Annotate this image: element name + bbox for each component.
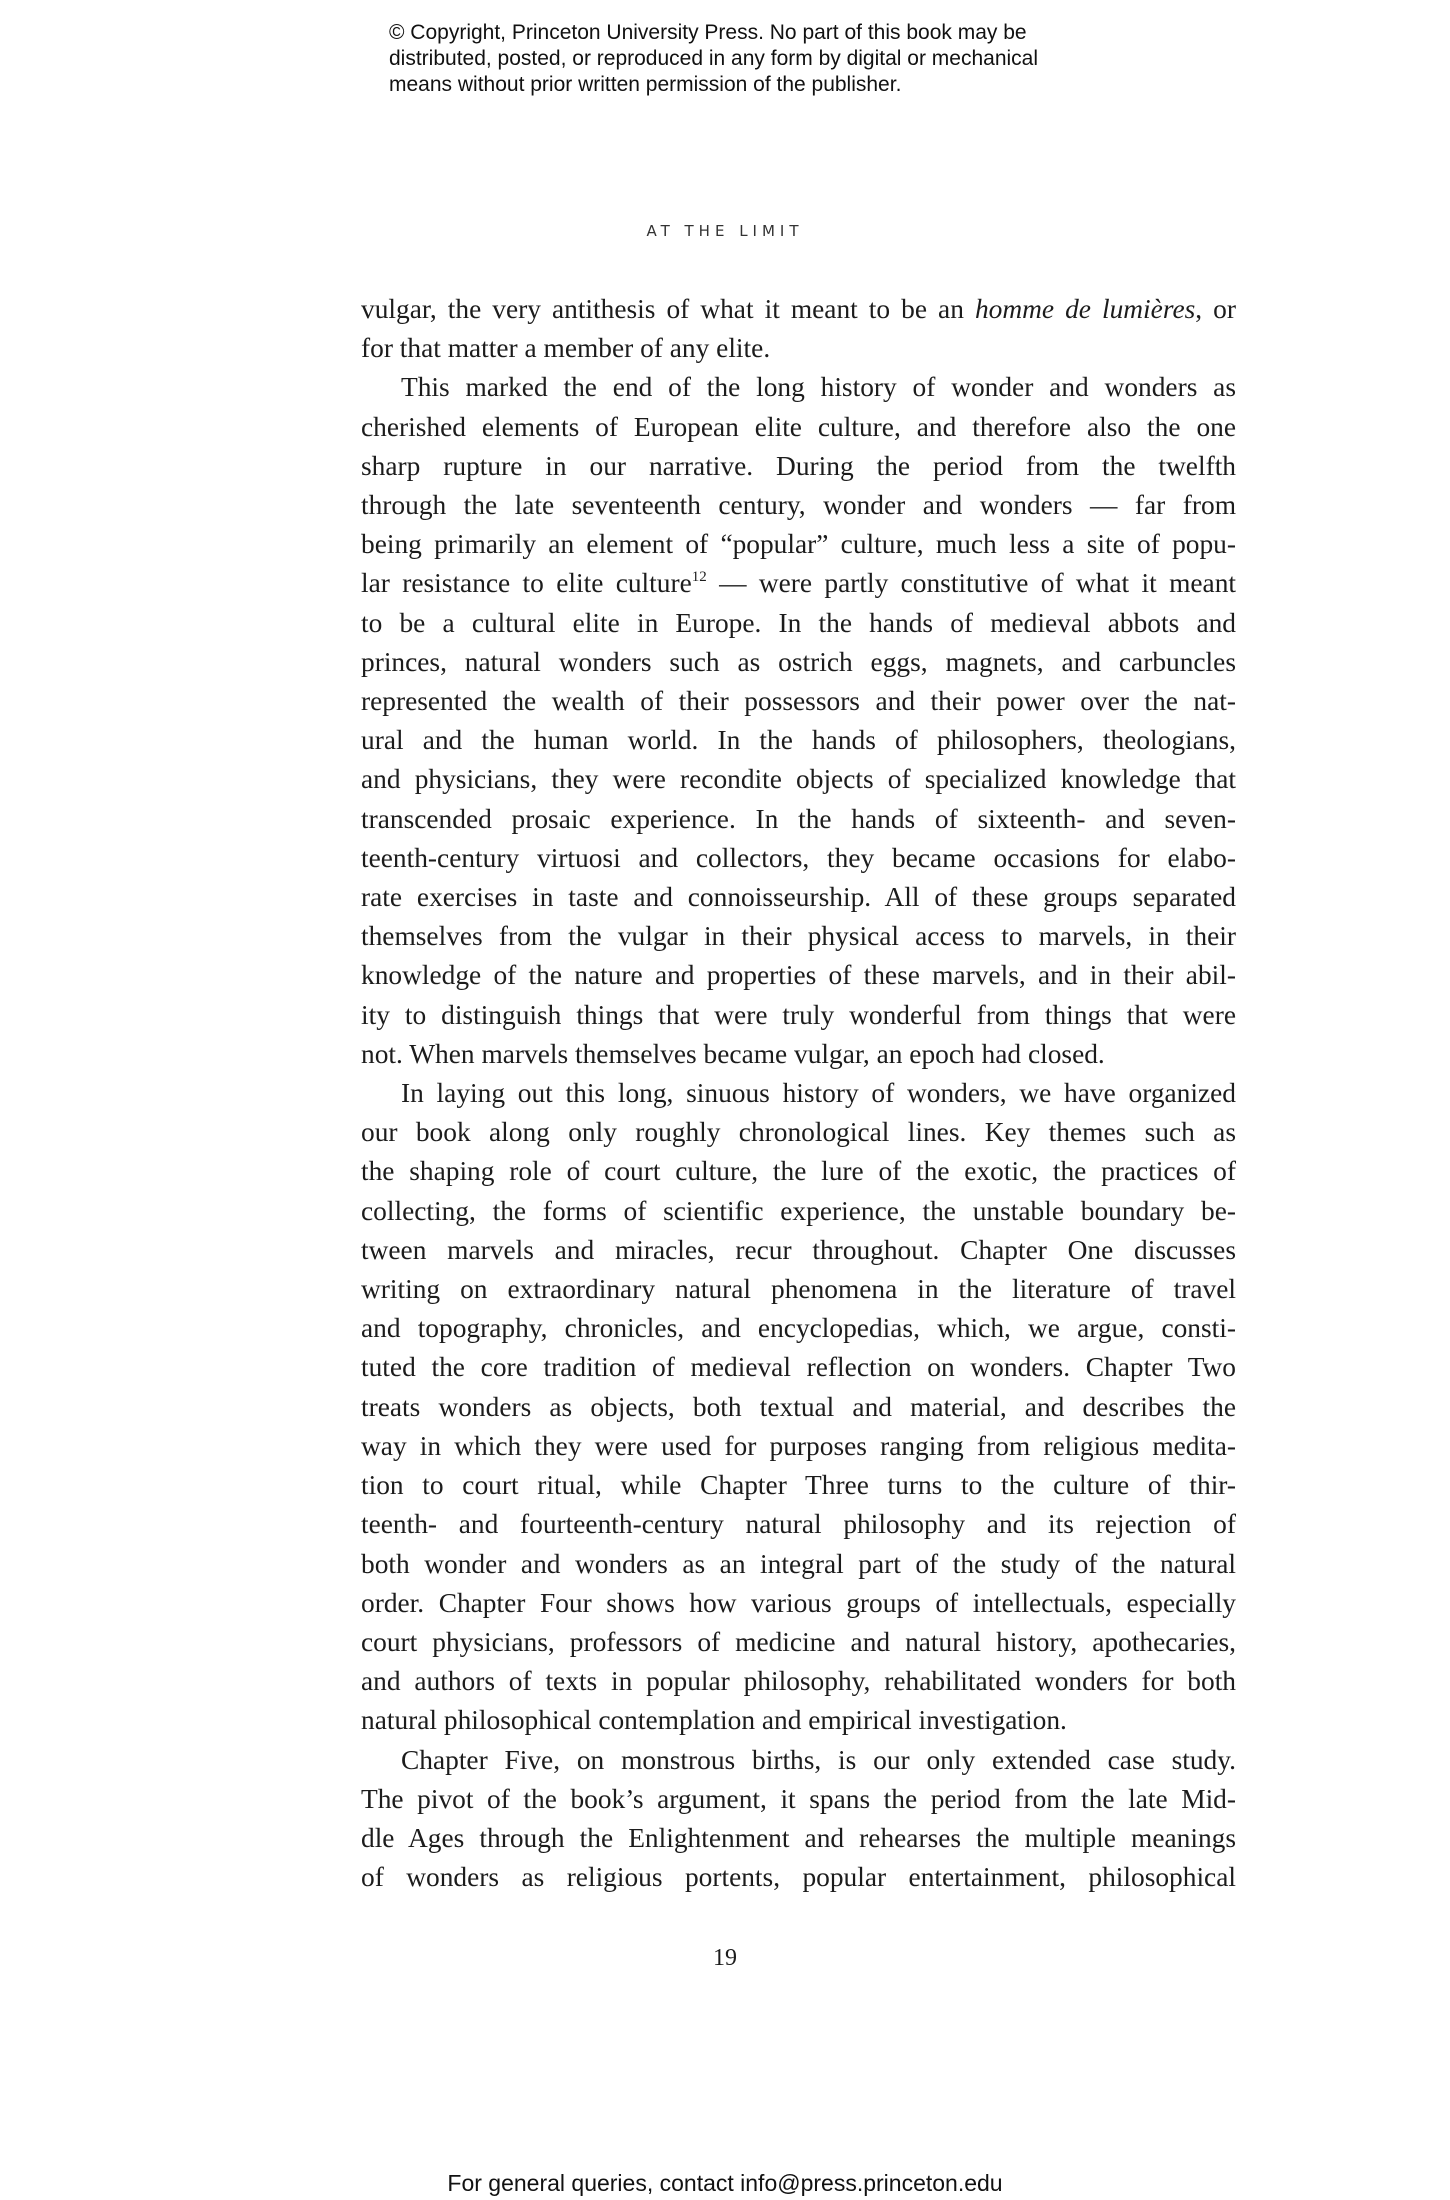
text-line: cherished elements of European elite culture, and therefore also the one xyxy=(361,411,1236,442)
text-line: ity to distinguish things that were truly wonderful from things that were xyxy=(361,999,1236,1030)
copyright-line-2: distributed, posted, or reproduced in any form by digital or mechanical xyxy=(389,47,1039,70)
text-line: vulgar, the very antithesis of what it meant to be an homme de lumières, or xyxy=(361,294,1236,324)
text-line: not. When marvels themselves became vulgar, an epoch had closed. xyxy=(361,1038,1105,1069)
text-line: way in which they were used for purposes ranging from religious medita- xyxy=(361,1430,1236,1461)
text-line: through the late seventeenth century, wonder and wonders — far from xyxy=(361,490,1236,521)
text-line: Chapter Five, on monstrous births, is our only extended case study. xyxy=(401,1744,1236,1775)
text-line: teenth-century virtuosi and collectors, they became occasions for elabo- xyxy=(361,842,1236,873)
text-line: sharp rupture in our narrative. During the period from the twelfth xyxy=(361,450,1236,481)
copyright-line-3: means without prior written permission of the publisher. xyxy=(389,73,902,96)
text-line: rate exercises in taste and connoisseurship. All of these groups separated xyxy=(361,882,1236,913)
text-line: natural philosophical contemplation and empirical investigation. xyxy=(361,1705,1067,1736)
footnote-marker: 12 xyxy=(691,569,707,586)
text-line: collecting, the forms of scientific experience, the unstable boundary be- xyxy=(361,1195,1236,1226)
paragraph-4 xyxy=(361,1741,1236,1898)
text-line: tuted the core tradition of medieval reflection on wonders. Chapter Two xyxy=(361,1352,1236,1383)
text-line: and topography, chronicles, and encyclopedias, which, we argue, consti- xyxy=(361,1313,1236,1344)
text-line: teenth- and fourteenth-century natural philosophy and its rejection of xyxy=(361,1509,1236,1540)
text-line: court physicians, professors of medicine and natural history, apothecaries, xyxy=(361,1626,1236,1657)
text-line: ural and the human world. In the hands of philosophers, theologians, xyxy=(361,725,1236,756)
text-line: transcended prosaic experience. In the hands of sixteenth- and seven- xyxy=(361,803,1236,834)
text-line: of wonders as religious portents, popular entertainment, philosophical xyxy=(361,1862,1236,1893)
text-line: for that matter a member of any elite. xyxy=(361,333,771,364)
copyright-line-1: © Copyright, Princeton University Press. No part of this book may be xyxy=(389,21,1027,44)
footer-contact: For general queries, contact info@press.princeton.edu xyxy=(447,2170,1003,2196)
text-line: writing on extraordinary natural phenomena in the literature of travel xyxy=(361,1274,1236,1305)
text-line: themselves from the vulgar in their physical access to marvels, in their xyxy=(361,921,1236,952)
running-head: AT THE LIMIT xyxy=(646,222,804,240)
paragraph-2 xyxy=(361,368,1236,1074)
text-line: our book along only roughly chronological lines. Key themes such as xyxy=(361,1117,1236,1148)
text-line: In laying out this long, sinuous history of wonders, we have organized xyxy=(401,1078,1236,1109)
paragraph-3 xyxy=(361,1074,1236,1740)
text-line: dle Ages through the Enlightenment and rehearses the multiple meanings xyxy=(361,1822,1236,1853)
text-line: both wonder and wonders as an integral part of the study of the natural xyxy=(361,1548,1236,1579)
text-line: tween marvels and miracles, recur throughout. Chapter One discusses xyxy=(361,1234,1236,1265)
text-line: tion to court ritual, while Chapter Three turns to the culture of thir- xyxy=(361,1470,1236,1501)
text-line: order. Chapter Four shows how various groups of intellectuals, especially xyxy=(361,1587,1236,1618)
paragraph-1 xyxy=(361,290,1236,368)
page-number: 19 xyxy=(713,1945,737,1971)
text-line: the shaping role of court culture, the lure of the exotic, the practices of xyxy=(361,1156,1236,1187)
text-line: princes, natural wonders such as ostrich eggs, magnets, and carbuncles xyxy=(361,646,1236,677)
text-line: being primarily an element of “popular” culture, much less a site of popu- xyxy=(361,529,1236,560)
text-line: and authors of texts in popular philosophy, rehabilitated wonders for both xyxy=(361,1666,1236,1697)
text-line: to be a cultural elite in Europe. In the hands of medieval abbots and xyxy=(361,607,1236,638)
text-line: The pivot of the book’s argument, it spans the period from the late Mid- xyxy=(361,1783,1236,1814)
italic-phrase: homme de lumières xyxy=(974,294,1196,324)
text-line: lar resistance to elite culture$^{12}$ — were partly constitutive of what it meant xyxy=(361,568,1236,599)
copyright-notice xyxy=(389,20,1149,98)
text-line: treats wonders as objects, both textual and material, and describes the xyxy=(361,1391,1236,1422)
text-line: represented the wealth of their possessors and their power over the nat- xyxy=(361,686,1236,717)
body-text xyxy=(361,290,1236,1897)
text-line: This marked the end of the long history of wonder and wonders as xyxy=(401,372,1236,403)
text-line: knowledge of the nature and properties of these marvels, and in their abil- xyxy=(361,960,1236,991)
text-line: and physicians, they were recondite objects of specialized knowledge that xyxy=(361,764,1236,795)
